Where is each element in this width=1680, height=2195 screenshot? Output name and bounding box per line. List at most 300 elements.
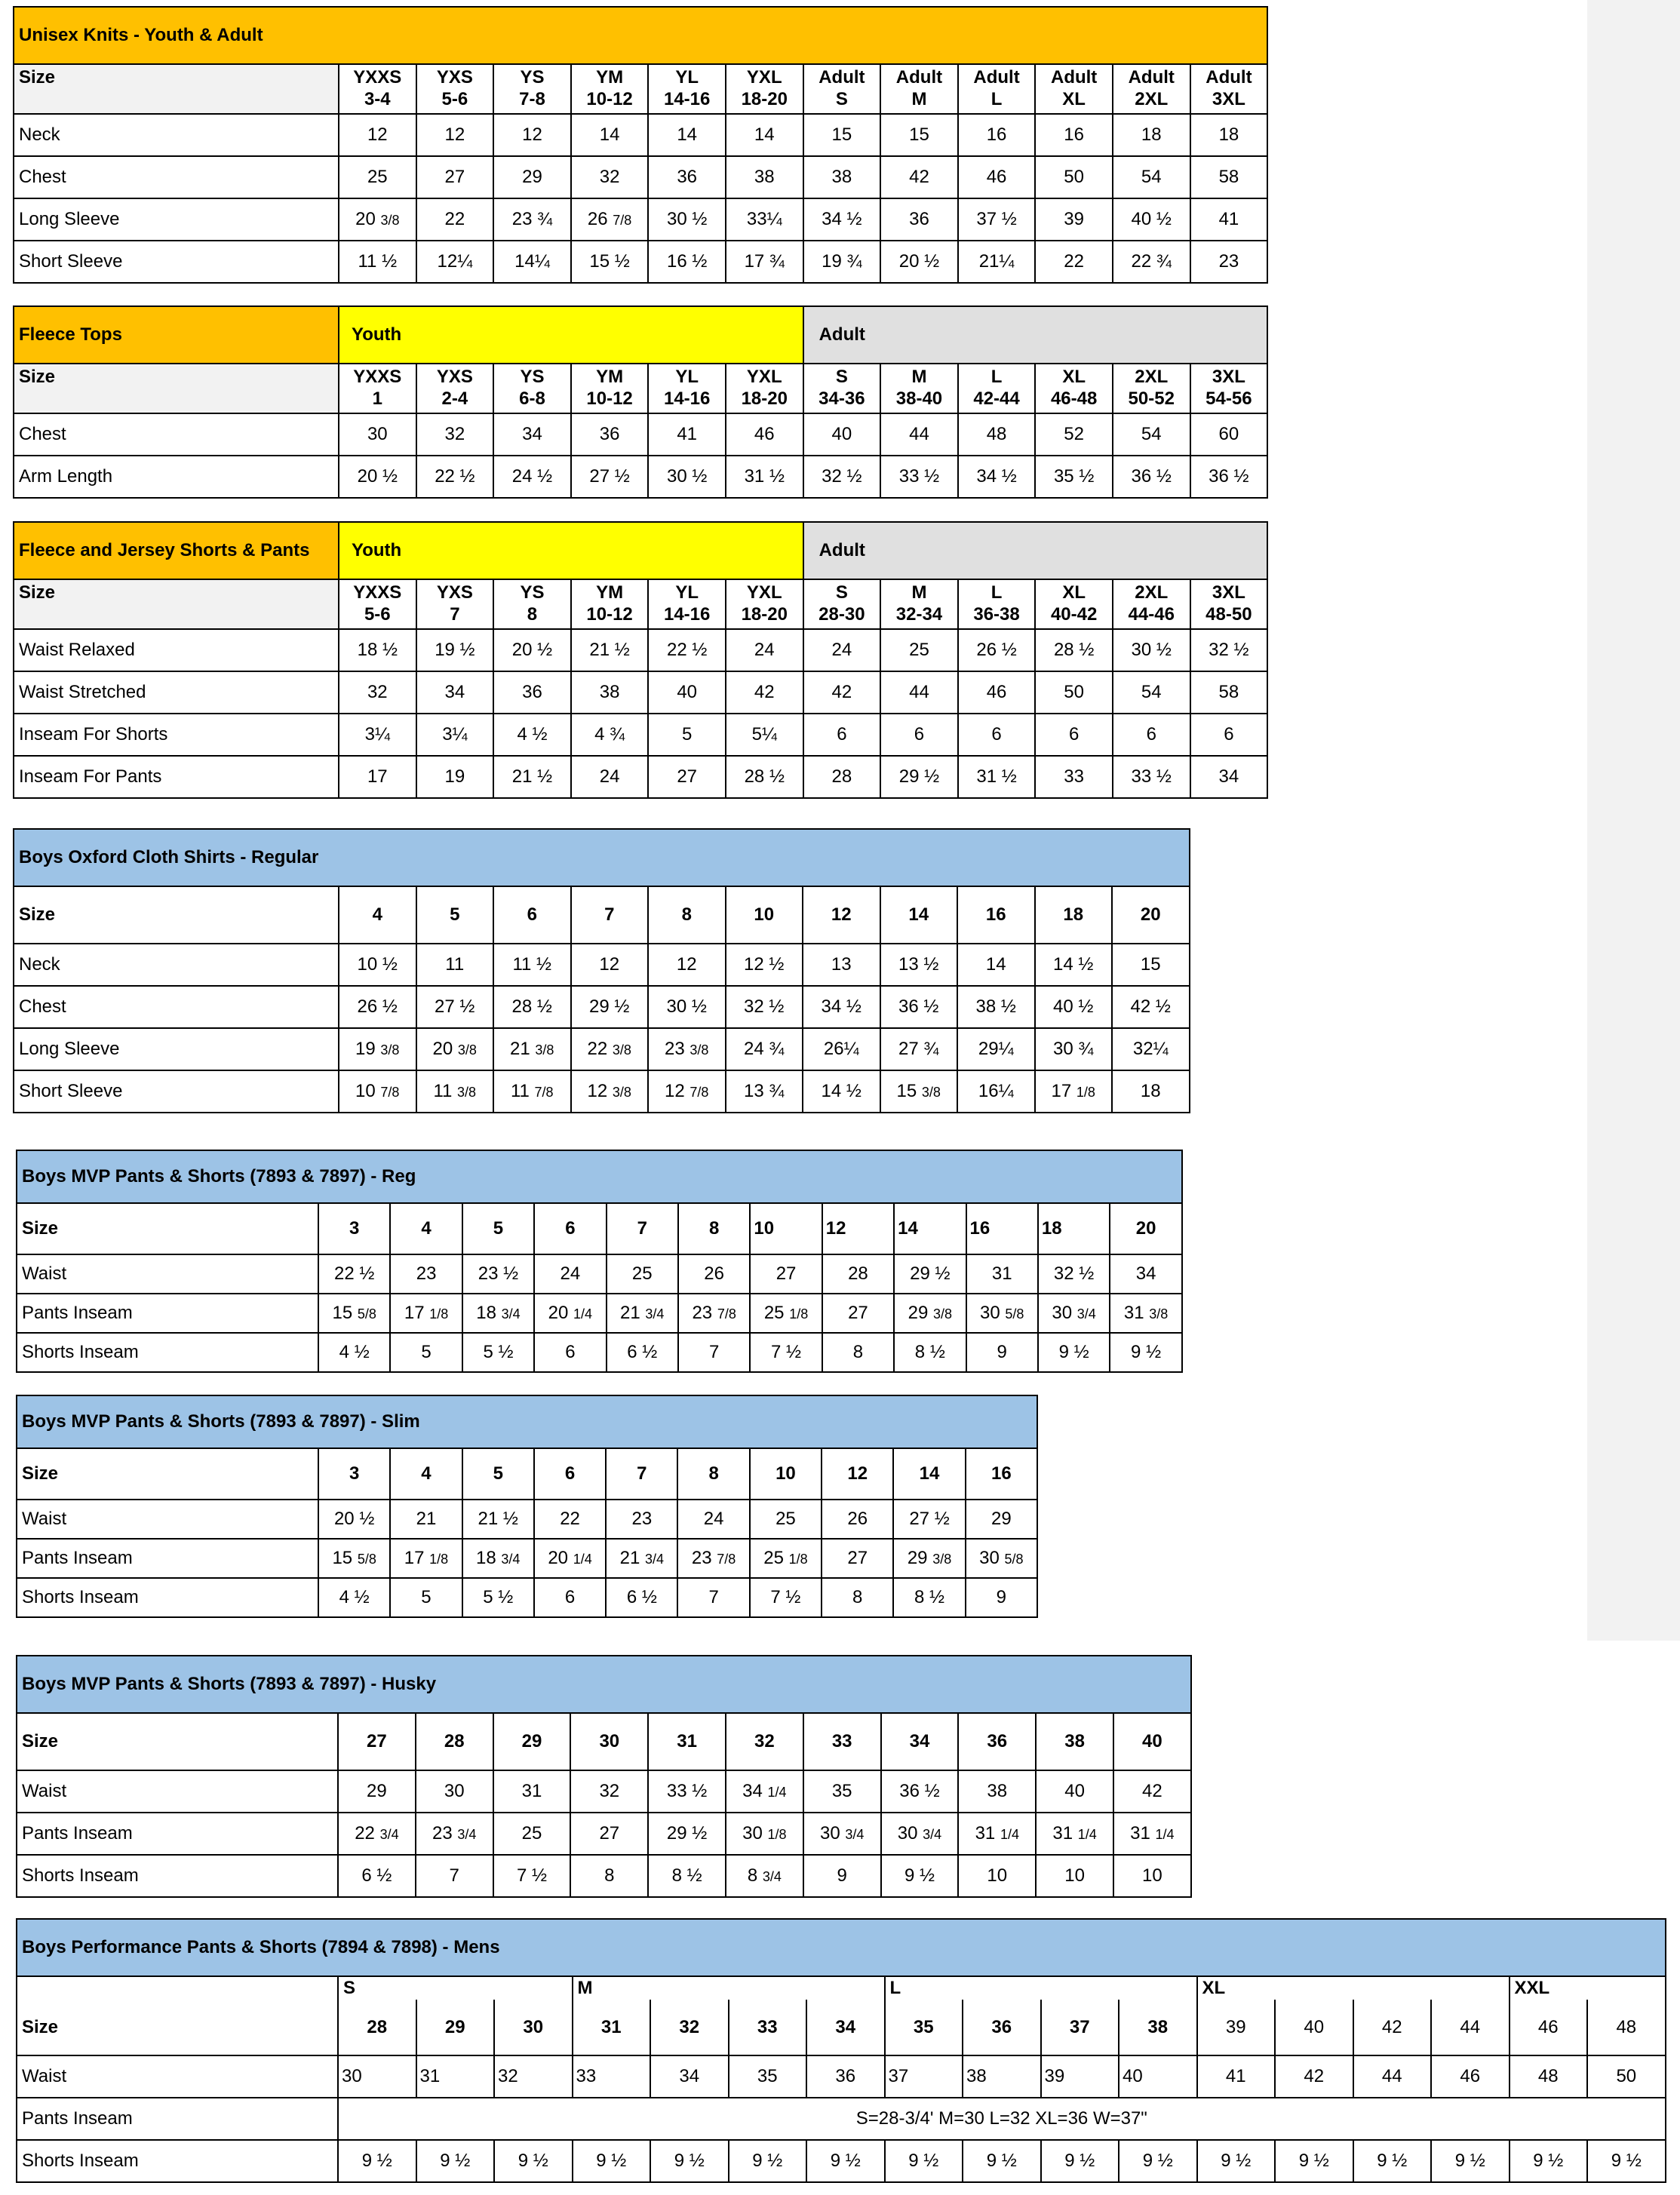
value-cell: 30 5/8: [966, 1539, 1037, 1578]
size-header-cell: 18: [1038, 1203, 1110, 1254]
waist-cell: 42: [1275, 2055, 1353, 2098]
value-cell: 22 3/4: [338, 1813, 416, 1855]
shorts-inseam-cell: 9 ½: [494, 2140, 573, 2182]
row-label: Pants Inseam: [17, 1813, 338, 1855]
size-header-cell: 44: [1431, 2000, 1510, 2055]
value-cell: 36: [880, 198, 958, 241]
value-cell: 22 3/8: [571, 1028, 649, 1070]
size-header-cell: 29: [416, 2000, 495, 2055]
value-cell: 40: [803, 413, 881, 456]
size-header-cell: 28: [416, 1713, 493, 1770]
value-cell: 54: [1113, 413, 1190, 456]
value-cell: 20 3/8: [339, 198, 416, 241]
group-label-xxl: XXL: [1510, 1976, 1666, 2000]
value-cell: 12: [648, 944, 726, 986]
fleece-tops-table: [13, 305, 1268, 499]
row-label: Long Sleeve: [14, 198, 339, 241]
value-cell: 32¼: [1112, 1028, 1190, 1070]
shorts-inseam-cell: 9 ½: [416, 2140, 495, 2182]
size-label: Size: [17, 1203, 318, 1254]
value-cell: 18 ½: [339, 629, 416, 671]
size-header-cell: YXXS 1: [339, 364, 416, 413]
waist-label: Waist: [17, 2055, 338, 2098]
value-cell: 5¼: [726, 714, 803, 756]
adult-label: Adult: [803, 522, 1268, 579]
value-cell: 21 3/8: [493, 1028, 571, 1070]
value-cell: 20 ½: [339, 456, 416, 498]
shorts-inseam-cell: 9 ½: [1510, 2140, 1588, 2182]
oxford-shirts-table: [13, 828, 1190, 1113]
value-cell: 9: [966, 1333, 1038, 1372]
measure-row: [14, 714, 1267, 756]
shorts-inseam-cell: 9 ½: [573, 2140, 651, 2182]
value-cell: 20 1/4: [534, 1294, 606, 1333]
value-cell: 30: [416, 1770, 493, 1813]
size-header-cell: 31: [648, 1713, 726, 1770]
waist-cell: 41: [1197, 2055, 1276, 2098]
size-header-cell: 33: [729, 2000, 807, 2055]
value-cell: 25 1/8: [750, 1294, 822, 1333]
size-header-cell: 6: [534, 1448, 606, 1500]
waist-cell: 40: [1119, 2055, 1197, 2098]
value-cell: 8 ½: [893, 1578, 965, 1617]
mvp-slim-table: [16, 1395, 1038, 1618]
value-cell: 23: [390, 1254, 462, 1294]
value-cell: 6: [1190, 714, 1268, 756]
value-cell: 42: [1113, 1770, 1191, 1813]
oxford-title: Boys Oxford Cloth Shirts - Regular: [14, 829, 1190, 886]
size-header-cell: 5: [462, 1448, 534, 1500]
size-header-cell: 37: [1041, 2000, 1119, 2055]
value-cell: 25: [339, 156, 416, 198]
value-cell: 36 ½: [880, 986, 958, 1028]
waist-cell: 38: [963, 2055, 1041, 2098]
value-cell: 22: [416, 198, 494, 241]
row-label: Waist: [17, 1254, 318, 1294]
value-cell: 25: [607, 1254, 678, 1294]
value-cell: 10: [1113, 1855, 1191, 1897]
value-cell: 50: [1035, 671, 1113, 714]
value-cell: 34: [493, 413, 571, 456]
size-header-cell: 6: [534, 1203, 606, 1254]
value-cell: 44: [880, 671, 958, 714]
size-header-cell: 14: [880, 886, 958, 944]
value-cell: 11: [416, 944, 494, 986]
performance-title: Boys Performance Pants & Shorts (7894 & 7898) - Mens: [17, 1919, 1666, 1976]
value-cell: 12: [416, 114, 494, 156]
measure-row: [17, 1294, 1182, 1333]
value-cell: 29¼: [957, 1028, 1035, 1070]
size-label: Size: [14, 886, 339, 944]
row-label: Pants Inseam: [17, 1294, 318, 1333]
size-header-cell: YXL 18-20: [726, 579, 803, 629]
size-header-cell: 10: [726, 886, 803, 944]
row-label: Inseam For Shorts: [14, 714, 339, 756]
value-cell: 9 ½: [1110, 1333, 1182, 1372]
value-cell: 9: [803, 1855, 881, 1897]
value-cell: 20 3/8: [416, 1028, 494, 1070]
value-cell: 27 ¾: [880, 1028, 958, 1070]
row-label: Waist Stretched: [14, 671, 339, 714]
measure-row: [17, 1333, 1182, 1372]
value-cell: 29 ½: [894, 1254, 966, 1294]
value-cell: 25 1/8: [750, 1539, 822, 1578]
value-cell: 33 ½: [1113, 756, 1190, 798]
value-cell: 16: [1035, 114, 1113, 156]
value-cell: 23 7/8: [678, 1294, 750, 1333]
row-label: Shorts Inseam: [17, 1333, 318, 1372]
value-cell: 8: [822, 1578, 893, 1617]
value-cell: 23 7/8: [677, 1539, 749, 1578]
size-row: [14, 64, 1267, 114]
size-header-cell: XL 40-42: [1035, 579, 1113, 629]
shorts-inseam-cell: 9 ½: [338, 2140, 416, 2182]
size-header-cell: Adult M: [880, 64, 958, 114]
value-cell: 14: [648, 114, 726, 156]
shorts-inseam-cell: 9 ½: [729, 2140, 807, 2182]
value-cell: 4 ½: [318, 1333, 390, 1372]
waist-cell: 46: [1431, 2055, 1510, 2098]
measure-row: [14, 671, 1267, 714]
value-cell: 46: [958, 671, 1036, 714]
measure-row: [17, 1539, 1037, 1578]
value-cell: 6 ½: [606, 1578, 677, 1617]
value-cell: 8 ½: [648, 1855, 726, 1897]
value-cell: 54: [1113, 671, 1190, 714]
value-cell: 54: [1113, 156, 1190, 198]
value-cell: 27: [822, 1294, 894, 1333]
size-header-cell: 12: [803, 886, 880, 944]
value-cell: 21 3/4: [607, 1294, 678, 1333]
fleece-jersey-table: [13, 521, 1268, 799]
measure-row: [14, 456, 1267, 498]
value-cell: 30 ¾: [1035, 1028, 1113, 1070]
mvp-slim-title: Boys MVP Pants & Shorts (7893 & 7897) - Slim: [17, 1395, 1037, 1448]
value-cell: 34 ½: [803, 986, 880, 1028]
row-label: Waist: [17, 1770, 338, 1813]
size-header-cell: YM 10-12: [571, 64, 649, 114]
value-cell: 29 ½: [571, 986, 649, 1028]
waist-cell: 31: [416, 2055, 495, 2098]
size-header-cell: L 36-38: [958, 579, 1036, 629]
value-cell: 6: [1035, 714, 1113, 756]
size-header-cell: 10: [750, 1448, 822, 1500]
size-header-cell: YS 6-8: [493, 364, 571, 413]
size-header-cell: 7: [607, 1203, 678, 1254]
value-cell: 5: [390, 1333, 462, 1372]
size-header-cell: M 38-40: [880, 364, 958, 413]
value-cell: 33 ½: [880, 456, 958, 498]
measure-row: [14, 986, 1190, 1028]
value-cell: 30 ½: [648, 198, 726, 241]
value-cell: 32 ½: [1038, 1254, 1110, 1294]
waist-cell: 44: [1353, 2055, 1432, 2098]
value-cell: 30 ½: [648, 986, 726, 1028]
value-cell: 38: [571, 671, 649, 714]
size-header-cell: 3XL 48-50: [1190, 579, 1268, 629]
value-cell: 27: [570, 1813, 648, 1855]
value-cell: 23 ¾: [493, 198, 571, 241]
size-header-cell: 14: [894, 1203, 966, 1254]
pants-inseam-note: S=28-3/4' M=30 L=32 XL=36 W=37": [338, 2098, 1666, 2140]
row-label: Shorts Inseam: [17, 1578, 318, 1617]
shorts-inseam-label: Shorts Inseam: [17, 2140, 338, 2182]
value-cell: 38: [958, 1770, 1036, 1813]
waist-cell: 34: [650, 2055, 729, 2098]
value-cell: 36: [648, 156, 726, 198]
value-cell: 28: [822, 1254, 894, 1294]
value-cell: 19 ½: [416, 629, 494, 671]
size-header-cell: YXXS 3-4: [339, 64, 416, 114]
value-cell: 27: [416, 156, 494, 198]
value-cell: 40 ½: [1113, 198, 1190, 241]
shorts-inseam-cell: 9 ½: [806, 2140, 885, 2182]
row-label: Shorts Inseam: [17, 1855, 338, 1897]
value-cell: 52: [1035, 413, 1113, 456]
value-cell: 60: [1190, 413, 1268, 456]
value-cell: 11 7/8: [493, 1070, 571, 1113]
value-cell: 38: [726, 156, 803, 198]
value-cell: 46: [726, 413, 803, 456]
value-cell: 9 ½: [881, 1855, 959, 1897]
value-cell: 34: [416, 671, 494, 714]
value-cell: 23 ½: [462, 1254, 534, 1294]
value-cell: 20 ½: [880, 241, 958, 283]
row-label: Inseam For Pants: [14, 756, 339, 798]
value-cell: 11 ½: [339, 241, 416, 283]
value-cell: 24: [534, 1254, 606, 1294]
value-cell: 6: [534, 1578, 606, 1617]
row-label: Neck: [14, 944, 339, 986]
size-header-cell: 35: [885, 2000, 963, 2055]
value-cell: 6 ½: [607, 1333, 678, 1372]
value-cell: 10: [958, 1855, 1036, 1897]
value-cell: 12: [493, 114, 571, 156]
row-label: Waist Relaxed: [14, 629, 339, 671]
size-header-cell: 3: [318, 1203, 390, 1254]
size-header-cell: 34: [806, 2000, 885, 2055]
size-header-cell: 38: [1036, 1713, 1113, 1770]
value-cell: 15 5/8: [318, 1294, 390, 1333]
value-cell: 33 ½: [648, 1770, 726, 1813]
value-cell: 7: [416, 1855, 493, 1897]
value-cell: 5: [390, 1578, 462, 1617]
value-cell: 6: [1113, 714, 1190, 756]
value-cell: 22 ¾: [1113, 241, 1190, 283]
youth-label: Youth: [339, 522, 803, 579]
fleece-jersey-title: Fleece and Jersey Shorts & Pants: [14, 522, 339, 579]
value-cell: 36: [571, 413, 649, 456]
value-cell: 15: [803, 114, 881, 156]
value-cell: 15 3/8: [880, 1070, 958, 1113]
value-cell: 7 ½: [750, 1333, 822, 1372]
size-header-cell: 30: [494, 2000, 573, 2055]
value-cell: 25: [880, 629, 958, 671]
row-label: Short Sleeve: [14, 1070, 339, 1113]
size-header-cell: 31: [573, 2000, 651, 2055]
shorts-inseam-cell: 9 ½: [1041, 2140, 1119, 2182]
value-cell: 16 ½: [648, 241, 726, 283]
value-cell: 12: [339, 114, 416, 156]
value-cell: 36 ½: [1113, 456, 1190, 498]
value-cell: 32: [416, 413, 494, 456]
value-cell: 31 3/8: [1110, 1294, 1182, 1333]
size-header-cell: 3XL 54-56: [1190, 364, 1268, 413]
value-cell: 4 ½: [493, 714, 571, 756]
value-cell: 13 ¾: [726, 1070, 803, 1113]
size-header-cell: 36: [963, 2000, 1041, 2055]
value-cell: 27 ½: [416, 986, 494, 1028]
value-cell: 7 ½: [493, 1855, 571, 1897]
value-cell: 28 ½: [493, 986, 571, 1028]
measure-row: [17, 1578, 1037, 1617]
value-cell: 6 ½: [338, 1855, 416, 1897]
size-header-cell: YXS 7: [416, 579, 494, 629]
value-cell: 26 ½: [958, 629, 1036, 671]
value-cell: 40: [1036, 1770, 1113, 1813]
waist-cell: 35: [729, 2055, 807, 2098]
shorts-inseam-cell: 9 ½: [1119, 2140, 1197, 2182]
row-label: Pants Inseam: [17, 1539, 318, 1578]
size-header-cell: 7: [606, 1448, 677, 1500]
size-header-cell: YL 14-16: [648, 579, 726, 629]
value-cell: 28 ½: [726, 756, 803, 798]
value-cell: 40: [648, 671, 726, 714]
mvp-husky-table: [16, 1655, 1192, 1898]
size-header-cell: 36: [958, 1713, 1036, 1770]
value-cell: 48: [958, 413, 1036, 456]
value-cell: 26: [822, 1500, 893, 1539]
value-cell: 7: [677, 1578, 749, 1617]
value-cell: 18 3/4: [462, 1539, 534, 1578]
value-cell: 9: [966, 1578, 1037, 1617]
size-header-cell: 2XL 44-46: [1113, 579, 1190, 629]
value-cell: 4 ½: [318, 1578, 390, 1617]
size-header-cell: YXL 18-20: [726, 364, 803, 413]
value-cell: 18: [1112, 1070, 1190, 1113]
value-cell: 8 3/4: [726, 1855, 803, 1897]
unisex-knits-table: [13, 6, 1268, 284]
value-cell: 11 3/8: [416, 1070, 494, 1113]
value-cell: 42: [880, 156, 958, 198]
value-cell: 29: [966, 1500, 1037, 1539]
size-header-cell: YXS 2-4: [416, 364, 494, 413]
value-cell: 29 3/8: [894, 1294, 966, 1333]
mvp-reg-table: [16, 1150, 1183, 1373]
value-cell: 3¼: [339, 714, 416, 756]
value-cell: 16¼: [957, 1070, 1035, 1113]
waist-cell: 50: [1587, 2055, 1666, 2098]
value-cell: 12 7/8: [648, 1070, 726, 1113]
value-cell: 24: [803, 629, 881, 671]
value-cell: 27 ½: [893, 1500, 965, 1539]
shorts-inseam-cell: 9 ½: [963, 2140, 1041, 2182]
value-cell: 6: [958, 714, 1036, 756]
size-header-cell: Adult 2XL: [1113, 64, 1190, 114]
value-cell: 24 ¾: [726, 1028, 803, 1070]
shorts-inseam-cell: 9 ½: [1275, 2140, 1353, 2182]
value-cell: 10: [1036, 1855, 1113, 1897]
value-cell: 27 ½: [571, 456, 649, 498]
pants-inseam-label: Pants Inseam: [17, 2098, 338, 2140]
group-label-m: M: [573, 1976, 885, 2000]
shorts-inseam-cell: 9 ½: [650, 2140, 729, 2182]
value-cell: 41: [1190, 198, 1268, 241]
value-cell: 25: [493, 1813, 571, 1855]
size-header-cell: 16: [957, 886, 1035, 944]
size-header-cell: 4: [390, 1203, 462, 1254]
right-gray-strip: [1587, 0, 1680, 1641]
value-cell: 31 1/4: [958, 1813, 1036, 1855]
size-header-cell: 2XL 50-52: [1113, 364, 1190, 413]
size-header-cell: 5: [416, 886, 494, 944]
value-cell: 17 ¾: [726, 241, 803, 283]
value-cell: 28 ½: [1035, 629, 1113, 671]
size-header-cell: 12: [822, 1448, 893, 1500]
size-label: Size: [14, 579, 339, 629]
value-cell: 38: [803, 156, 881, 198]
size-header-cell: YS 7-8: [493, 64, 571, 114]
value-cell: 21: [390, 1500, 462, 1539]
size-header-cell: 34: [881, 1713, 959, 1770]
value-cell: 12 3/8: [571, 1070, 649, 1113]
value-cell: 17 1/8: [1035, 1070, 1113, 1113]
value-cell: 8 ½: [894, 1333, 966, 1372]
value-cell: 21 3/4: [606, 1539, 677, 1578]
value-cell: 32 ½: [803, 456, 881, 498]
size-header-cell: XL 46-48: [1035, 364, 1113, 413]
measure-row: [17, 1813, 1191, 1855]
value-cell: 11 ½: [493, 944, 571, 986]
waist-cell: 48: [1510, 2055, 1588, 2098]
value-cell: 22 ½: [318, 1254, 390, 1294]
value-cell: 32: [571, 156, 649, 198]
value-cell: 26: [678, 1254, 750, 1294]
value-cell: 17 1/8: [390, 1539, 462, 1578]
measure-row: [14, 156, 1267, 198]
value-cell: 31 1/4: [1113, 1813, 1191, 1855]
value-cell: 4 ¾: [571, 714, 649, 756]
size-label: Size: [17, 2000, 338, 2055]
size-header-cell: 14: [893, 1448, 965, 1500]
measure-row: [17, 1254, 1182, 1294]
size-header-cell: 20: [1110, 1203, 1182, 1254]
size-label: Size: [14, 364, 339, 413]
value-cell: 32 ½: [1190, 629, 1268, 671]
shorts-inseam-cell: 9 ½: [1587, 2140, 1666, 2182]
value-cell: 35 ½: [1035, 456, 1113, 498]
row-label: Waist: [17, 1500, 318, 1539]
size-header-cell: 4: [390, 1448, 462, 1500]
size-header-cell: YM 10-12: [571, 364, 649, 413]
value-cell: 34: [1190, 756, 1268, 798]
size-header-cell: 18: [1035, 886, 1113, 944]
value-cell: 6: [880, 714, 958, 756]
value-cell: 32: [570, 1770, 648, 1813]
value-cell: 15 5/8: [318, 1539, 390, 1578]
shorts-inseam-cell: 9 ½: [885, 2140, 963, 2182]
value-cell: 31: [493, 1770, 571, 1813]
measure-row: [14, 241, 1267, 283]
row-label: Short Sleeve: [14, 241, 339, 283]
size-header-cell: YXL 18-20: [726, 64, 803, 114]
shorts-inseam-cell: 9 ½: [1431, 2140, 1510, 2182]
value-cell: 12 ½: [726, 944, 803, 986]
size-header-cell: 16: [966, 1203, 1038, 1254]
value-cell: 17: [339, 756, 416, 798]
value-cell: 5 ½: [462, 1578, 534, 1617]
value-cell: 17 1/8: [390, 1294, 462, 1333]
